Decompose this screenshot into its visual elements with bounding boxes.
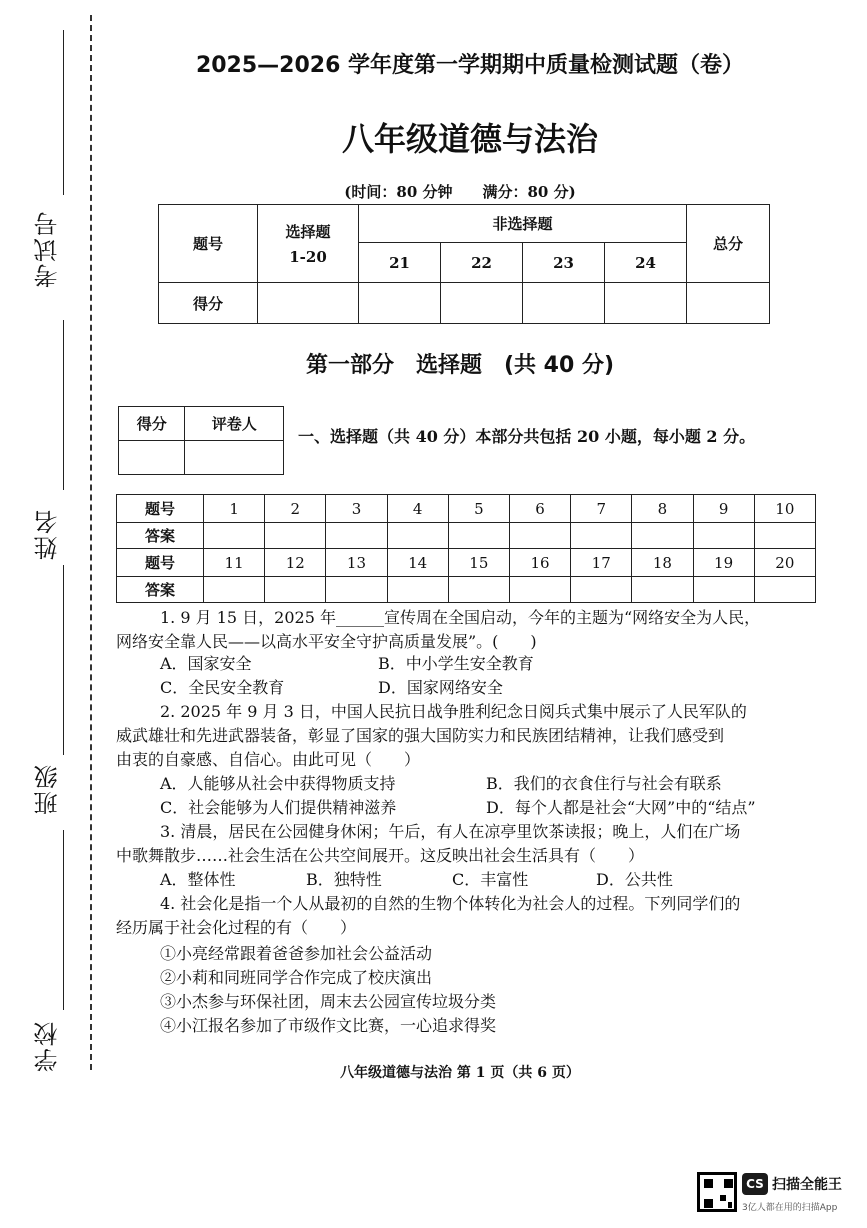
score-xuanze: 选择题 1-20 [258,205,359,283]
score-tihao: 题号 [159,205,258,283]
answer-blank-cell [265,523,326,549]
answer-number-cell: 12 [265,549,326,577]
part1-heading: 第一部分 选择题 (共 40 分) [305,353,615,378]
grader-person-cell [185,441,284,475]
grader-table [118,406,284,475]
answer-blank-cell [448,577,509,603]
page-footer: 八年级道德与法治 第 1 页（共 6 页） [340,1065,580,1081]
q4-item-1: ①小亮经常跟着爸爸参加社会公益活动 [160,944,433,963]
answer-blank-cell [693,523,754,549]
binding-dashed-line [90,15,92,1070]
answer-number-cell: 20 [754,549,815,577]
q3-line1: 3. 清晨，居民在公园健身休闲；午后，有人在凉亭里饮茶读报；晚上，人们在广场 [160,822,741,841]
answer-daan-label: 答案 [117,577,204,603]
scanner-app-slogan: 3亿人都在用的扫描App [742,1203,838,1213]
q4-line2: 经历属于社会化过程的有（ ） [116,918,357,937]
answer-number-cell: 17 [571,549,632,577]
q3-option-a: A．整体性 [160,870,236,889]
q1-line1: 1. 9 月 15 日，2025 年______宣传周在全国启动，今年的主题为“网络安全为人民， [160,608,761,627]
score-cell [258,283,359,324]
answer-tihao-label: 题号 [117,495,204,523]
answer-number-cell: 13 [326,549,387,577]
part1-instruction: 一、选择题（共 40 分）本部分共包括 20 小题，每小题 2 分。 [298,427,756,446]
answer-number-cell: 6 [509,495,570,523]
q2-option-c: C．社会能够为人们提供精神滋养 [160,798,397,817]
answer-number-cell: 2 [265,495,326,523]
q2-option-b: B．我们的衣食住行与社会有联系 [486,774,722,793]
answer-number-cell: 5 [448,495,509,523]
answer-blank-cell [754,523,815,549]
answer-number-cell: 10 [754,495,815,523]
exam-title: 2025—2026 学年度第一学期期中质量检测试题（卷） [195,53,745,78]
school-line-top [63,830,64,1010]
answer-number-cell: 8 [632,495,693,523]
answer-number-cell: 9 [693,495,754,523]
answer-number-cell: 16 [509,549,570,577]
answer-number-cell: 11 [204,549,265,577]
score-cell [359,283,441,324]
answer-number-cell: 4 [387,495,448,523]
q3-line2: 中歌舞散步……社会生活在公共空间展开。这反映出社会生活具有（ ） [116,846,645,865]
answer-blank-cell [387,523,448,549]
answer-blank-cell [265,577,326,603]
q3-option-b: B．独特性 [306,870,382,889]
answer-blank-cell [326,577,387,603]
time-info: (时间：80 分钟 满分：80 分) [344,183,576,201]
score-defen: 得分 [159,283,258,324]
name-line-top [63,320,64,490]
answer-blank-cell [509,523,570,549]
answer-daan-label: 答案 [117,523,204,549]
answer-number-cell: 14 [387,549,448,577]
score-cell [441,283,523,324]
answer-blank-cell [387,577,448,603]
answer-blank-cell [693,577,754,603]
subject-title: 八年级道德与法治 [341,120,598,158]
score-zongfen: 总分 [687,205,770,283]
answer-number-cell: 3 [326,495,387,523]
q3-option-d: D．公共性 [596,870,673,889]
answer-blank-cell [326,523,387,549]
grader-score-label: 得分 [119,407,185,441]
answer-blank-cell [509,577,570,603]
school-label: 学校 [34,1020,62,1072]
exam-no-label: 考试号 [34,210,62,288]
answer-number-cell: 7 [571,495,632,523]
score-col-21: 21 [359,243,441,283]
answer-table [116,494,816,603]
camscanner-logo-icon: CS [742,1173,768,1195]
q4-item-4: ④小江报名参加了市级作文比赛，一心追求得奖 [160,1016,497,1035]
answer-number-cell: 1 [204,495,265,523]
score-table [158,204,770,324]
answer-number-cell: 15 [448,549,509,577]
class-line-top [63,565,64,755]
score-feixuanze: 非选择题 [359,205,687,243]
answer-number-cell: 19 [693,549,754,577]
q2-line1: 2. 2025 年 9 月 3 日，中国人民抗日战争胜利纪念日阅兵式集中展示了人民军队的 [160,702,747,721]
answer-blank-cell [632,523,693,549]
q4-item-3: ③小杰参与环保社团，周末去公园宣传垃圾分类 [160,992,497,1011]
answer-blank-cell [754,577,815,603]
score-cell [523,283,605,324]
q2-option-a: A．人能够从社会中获得物质支持 [160,774,396,793]
score-cell [605,283,687,324]
answer-blank-cell [204,523,265,549]
class-label: 班级 [34,763,62,815]
answer-blank-cell [632,577,693,603]
grader-score-cell [119,441,185,475]
q1-option-a: A．国家安全 [160,654,252,673]
q2-line2: 威武雄壮和先进武器装备，彰显了国家的强大国防实力和民族团结精神，让我们感受到 [116,726,725,745]
score-col-23: 23 [523,243,605,283]
scanner-app-name: 扫描全能王 [772,1177,842,1193]
q1-option-c: C．全民安全教育 [160,678,285,697]
score-col-24: 24 [605,243,687,283]
q1-option-d: D．国家网络安全 [378,678,503,697]
grader-person-label: 评卷人 [185,407,284,441]
name-label: 姓名 [34,508,62,560]
q3-option-c: C．丰富性 [452,870,529,889]
answer-blank-cell [571,523,632,549]
q1-option-b: B．中小学生安全教育 [378,654,534,673]
answer-number-cell: 18 [632,549,693,577]
score-cell [687,283,770,324]
q2-option-d: D．每个人都是社会“大网”中的“结点” [486,798,756,817]
q4-item-2: ②小莉和同班同学合作完成了校庆演出 [160,968,433,987]
exam-no-line [63,30,64,195]
q1-line2: 网络安全靠人民——以高水平安全守护高质量发展”。( ) [116,632,537,651]
q2-line3: 由衷的自豪感、自信心。由此可见（ ） [116,750,421,769]
qr-code-icon [697,1172,737,1212]
q4-line1: 4. 社会化是指一个人从最初的自然的生物个体转化为社会人的过程。下列同学们的 [160,894,741,913]
answer-blank-cell [204,577,265,603]
score-col-22: 22 [441,243,523,283]
answer-tihao-label: 题号 [117,549,204,577]
answer-blank-cell [448,523,509,549]
answer-blank-cell [571,577,632,603]
